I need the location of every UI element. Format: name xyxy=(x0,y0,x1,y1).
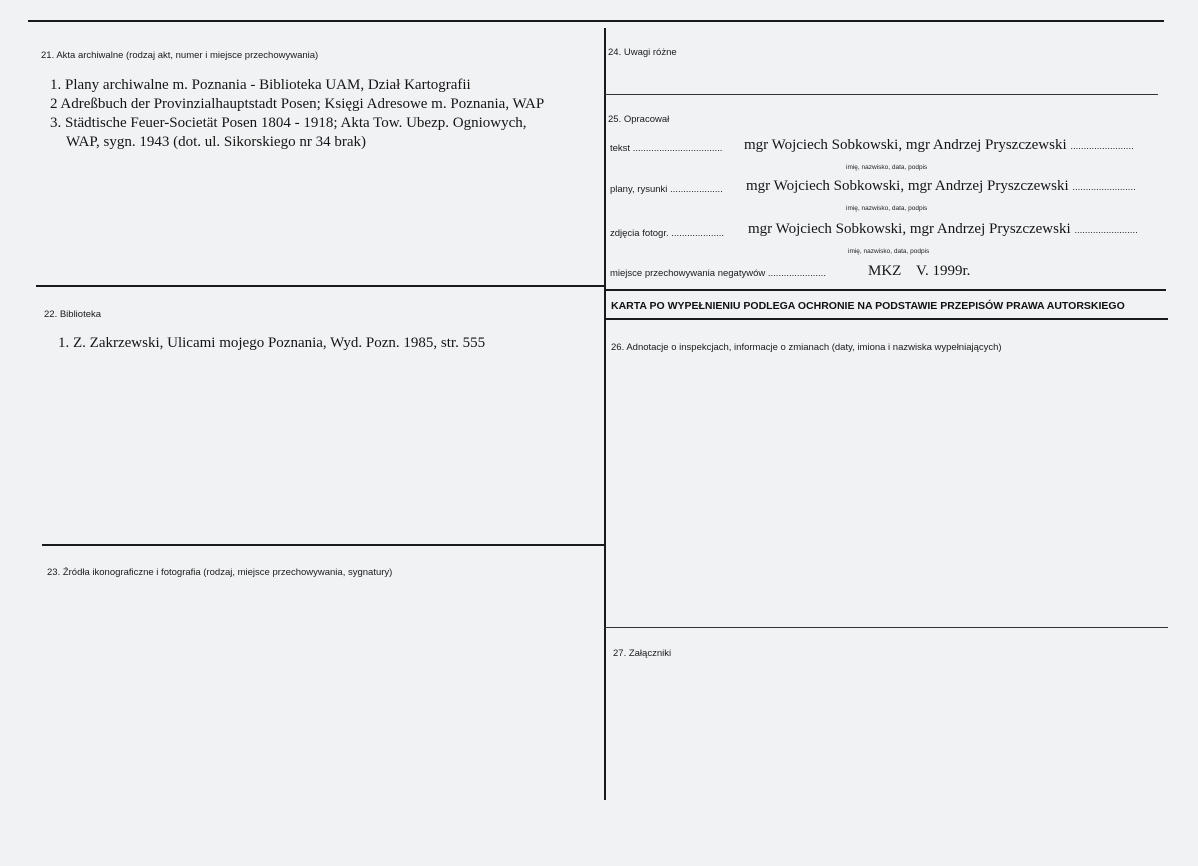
divider-26-27 xyxy=(604,627,1168,628)
negatives-label: miejsce przechowywania negatywów ...................... xyxy=(610,268,826,279)
divider-21-22 xyxy=(36,285,604,287)
row-zdjecia-value: mgr Wojciech Sobkowski, mgr Andrzej Pryszczewski ........................ xyxy=(748,221,1138,237)
row-zdjecia-caption: imię, nazwisko, data, podpis xyxy=(848,248,930,255)
row-tekst-value: mgr Wojciech Sobkowski, mgr Andrzej Pryszczewski ........................ xyxy=(744,137,1134,153)
row-zdjecia-label: zdjęcia fotogr. .................... xyxy=(610,228,725,239)
divider-24-25 xyxy=(604,94,1158,95)
sec24-heading: 24. Uwagi różne xyxy=(608,47,677,58)
center-divider xyxy=(604,28,606,800)
sec23-heading: 23. Źródła ikonograficzne i fotografia (rodzaj, miejsce przechowywania, sygnatury) xyxy=(47,567,393,578)
sec22-item-1: 1. Z. Zakrzewski, Ulicami mojego Poznania, Wyd. Pozn. 1985, str. 555 xyxy=(58,335,486,351)
sec26-heading: 26. Adnotacje o inspekcjach, informacje o zmianach (daty, imiona i nazwiska wypełniających) xyxy=(611,342,1002,353)
notice-top-rule xyxy=(604,289,1166,291)
sec21-heading: 21. Akta archiwalne (rodzaj akt, numer i miejsce przechowywania) xyxy=(41,50,319,61)
divider-22-23 xyxy=(42,544,604,546)
row-plany-label: plany, rysunki .................... xyxy=(610,184,723,195)
sec22-heading: 22. Biblioteka xyxy=(44,309,102,320)
sec27-heading: 27. Załączniki xyxy=(613,648,672,659)
sec21-item-3: 3. Städtische Feuer-Societät Posen 1804 - 1918; Akta Tow. Ubezp. Ogniowych, xyxy=(50,115,527,131)
sec21-item-2: 2 Adreßbuch der Provinzialhauptstadt Posen; Księgi Adresowe m. Poznania, WAP xyxy=(50,96,545,112)
sec21-item-1: 1. Plany archiwalne m. Poznania - Biblioteka UAM, Dział Kartografii xyxy=(50,77,471,93)
top-rule xyxy=(28,20,1164,22)
row-tekst-label: tekst .................................. xyxy=(610,143,723,154)
negatives-value: MKZ V. 1999r. xyxy=(868,263,971,279)
row-plany-caption: imię, nazwisko, data, podpis xyxy=(846,205,928,212)
sec21-item-3-cont: WAP, sygn. 1943 (dot. ul. Sikorskiego nr 34 brak) xyxy=(66,134,366,150)
sec25-heading: 25. Opracował xyxy=(608,114,670,125)
copyright-notice: KARTA PO WYPEŁNIENIU PODLEGA OCHRONIE NA PODSTAWIE PRZEPISÓW PRAWA AUTORSKIEGO xyxy=(611,300,1125,312)
row-tekst-caption: imię, nazwisko, data, podpis xyxy=(846,164,928,171)
notice-bottom-rule xyxy=(604,318,1168,320)
row-plany-value: mgr Wojciech Sobkowski, mgr Andrzej Pryszczewski ........................ xyxy=(746,178,1136,194)
